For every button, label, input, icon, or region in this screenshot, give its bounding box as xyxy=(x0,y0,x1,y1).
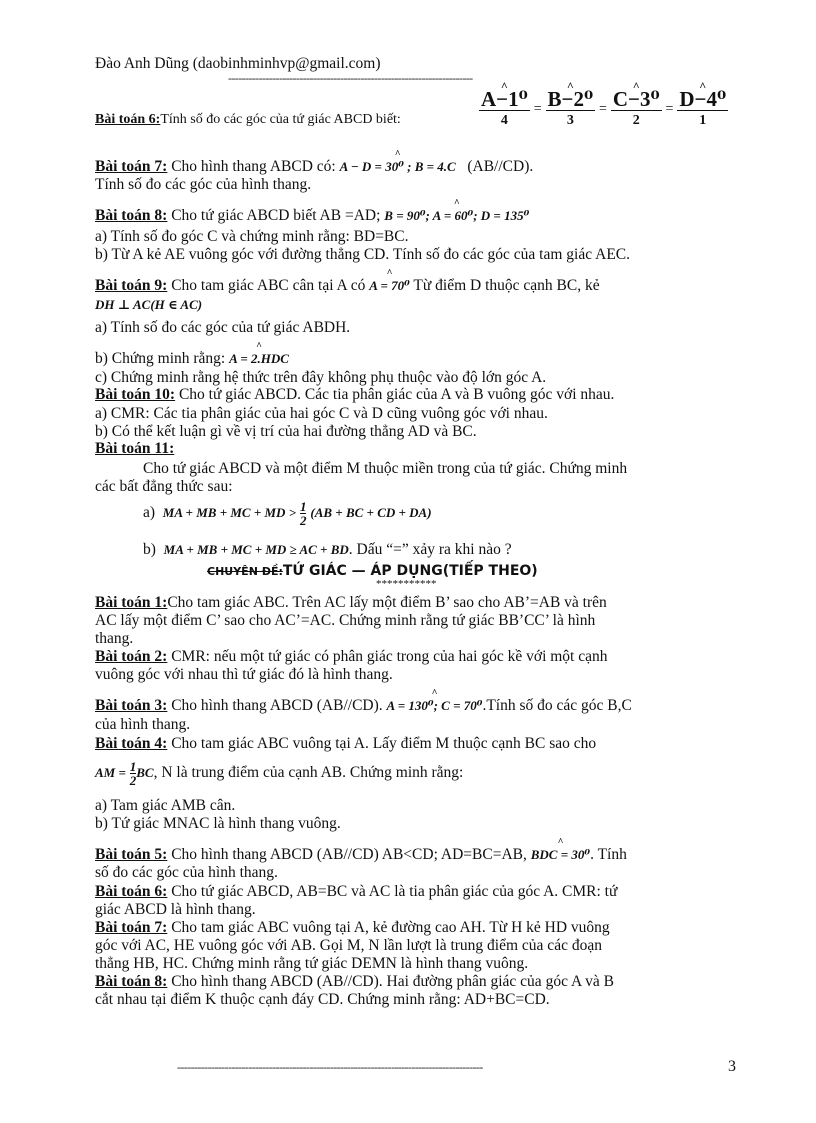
chapter-heading: CHUYÊN ĐỀ:TỨ GIÁC — ÁP DỤNG(TIẾP THEO) xyxy=(207,563,538,579)
problem-title: Bài toán 9: xyxy=(95,277,168,294)
q4-b: b) Tứ giác MNAC là hình thang vuông. xyxy=(95,815,341,832)
q8-line2: cắt nhau tại điểm K thuộc cạnh đáy CD. Chứng minh rằng: AD+BC=CD. xyxy=(95,991,550,1008)
problem-9-a: a) Tính số đo các góc của tứ giác ABDH. xyxy=(95,319,351,336)
problem-9-c: c) Chứng minh rằng hệ thức trên đây không phụ thuộc vào độ lớn góc A. xyxy=(95,369,547,386)
fraction-a: ^ $\frac{\text{A−1⁰}}{4}$ xyxy=(479,88,530,131)
problem-title: Bài toán 6: xyxy=(95,112,161,127)
q7: Bài toán 7: Cho tam giác ABC vuông tại A, kẻ đường cao AH. Từ H kẻ HD vuông xyxy=(95,919,610,936)
q7-line2: góc với AC, HE vuông góc với AB. Gọi M, N lần lượt là trung điểm của các đoạn xyxy=(95,937,602,954)
q1-line2: AC lấy một điểm C’ sao cho AC’=AC. Chứng minh rằng tứ giác BB’CC’ là hình xyxy=(95,612,596,629)
problem-9-condition: ^ A = 70⁰ xyxy=(369,277,410,294)
q3-line2: của hình thang. xyxy=(95,716,191,733)
page-number: 3 xyxy=(728,1058,736,1075)
problem-text: Tính số đo các góc của tứ giác ABCD biết: xyxy=(160,112,401,127)
q4-a: a) Tam giác AMB cân. xyxy=(95,797,236,814)
problem-10-a: a) CMR: Các tia phân giác của hai góc C và D cũng vuông góc với nhau. xyxy=(95,405,548,422)
q8: Bài toán 8: Cho hình thang ABCD (AB//CD). Hai đường phân giác của góc A và B xyxy=(95,973,615,990)
problem-7-line2: Tính số đo các góc của hình thang. xyxy=(95,176,312,193)
problem-11-intro: Cho tứ giác ABCD và một điểm M thuộc miền trong của tứ giác. Chứng minh xyxy=(143,460,628,477)
problem-9-dh: DH ⊥ AC(H ∈ AC) xyxy=(95,297,203,312)
problem-title: Bài toán 11: xyxy=(95,440,175,457)
problem-9: Bài toán 9: Cho tam giác ABC cân tại A có ^ A = 70⁰ Từ điểm D thuộc cạnh BC, kẻ xyxy=(95,277,600,294)
problem-8-b: b) Từ A kẻ AE vuông góc với đường thẳng CD. Tính số đo các góc của tam giác AEC. xyxy=(95,246,630,263)
problem-9-b: b) Chứng minh rằng: ^ A = 2.HDC xyxy=(95,350,289,367)
problem-title: Bài toán 7: xyxy=(95,919,168,936)
problem-6-equation: ^ $\frac{\text{A−1⁰}}{4}$ = ^ $\frac{\text{B−2⁰}}{3}$ = ^ $\frac{\text{C−3⁰}}{2}$ = ^ $\frac{\text{D−4⁰}}{1}$ xyxy=(479,88,728,131)
q6: Bài toán 6: Cho tứ giác ABCD, AB=BC và AC là tia phân giác của góc A. CMR: tứ xyxy=(95,883,618,900)
q1-line3: thang. xyxy=(95,630,134,647)
q3-condition: ^ A = 130⁰; C = 70⁰ xyxy=(387,697,483,714)
q6-line2: giác ABCD là hình thang. xyxy=(95,901,256,918)
q5-line2: số đo các góc của hình thang. xyxy=(95,864,278,881)
q4-line2: AM = $\frac{1}{2}$ BC, N là trung điểm của cạnh AB. Chứng minh rằng: xyxy=(95,759,464,788)
q4: Bài toán 4: Cho tam giác ABC vuông tại A. Lấy điểm M thuộc cạnh BC sao cho xyxy=(95,735,597,752)
problem-6 xyxy=(95,111,401,128)
footer-separator: ------------------------------------------------------------------------------------------ xyxy=(177,1060,483,1074)
problem-8-a: a) Tính số đo góc C và chứng minh rằng: BD=BC. xyxy=(95,228,409,245)
problem-11-b: b) MA + MB + MC + MD ≥ AC + BD. Dấu “=” xảy ra khi nào ? xyxy=(143,541,512,558)
problem-7-condition: ^ A − D = 30⁰ ; B = 4.C xyxy=(340,158,456,175)
q3: Bài toán 3: Cho hình thang ABCD (AB//CD). ^ A = 130⁰; C = 70⁰.Tính số đo các góc B,C xyxy=(95,697,632,714)
problem-8-condition: ^ B = 90⁰; A = 60⁰; D = 135⁰ xyxy=(384,207,529,224)
header-separator: ------------------------------------------------------------------------ xyxy=(228,71,473,85)
problem-11-a: a) MA + MB + MC + MD > $\frac{1}{2}$ (AB + BC + CD + DA) xyxy=(143,499,432,528)
problem-title: Bài toán 3: xyxy=(95,697,168,714)
problem-10: Bài toán 10: Cho tứ giác ABCD. Các tia phân giác của A và B vuông góc với nhau. xyxy=(95,386,615,403)
q5-condition: ^ BDC = 30⁰ xyxy=(531,846,590,863)
q2: Bài toán 2: CMR: nếu một tứ giác có phân giác trong của hai góc kề với một cạnh xyxy=(95,648,608,665)
problem-8: Bài toán 8: Cho tứ giác ABCD biết AB =AD; ^ B = 90⁰; A = 60⁰; D = 135⁰ xyxy=(95,207,529,224)
problem-title: Bài toán 10: xyxy=(95,386,176,403)
problem-title: Bài toán 5: xyxy=(95,846,168,863)
problem-title: Bài toán 4: xyxy=(95,735,168,752)
problem-title: Bài toán 8: xyxy=(95,973,168,990)
q1: Bài toán 1:Cho tam giác ABC. Trên AC lấy một điểm B’ sao cho AB’=AB và trên xyxy=(95,594,607,611)
fraction-d: ^ $\frac{\text{D−4⁰}}{1}$ xyxy=(677,88,728,131)
problem-title: Bài toán 6: xyxy=(95,883,168,900)
problem-title: Bài toán 7: xyxy=(95,158,168,175)
problem-11 xyxy=(95,440,174,457)
q7-line3: thẳng HB, HC. Chứng minh rằng tứ giác DEMN là hình thang vuông. xyxy=(95,955,529,972)
problem-title: Bài toán 8: xyxy=(95,207,168,224)
problem-7: Bài toán 7: Cho hình thang ABCD có: ^ A − D = 30⁰ ; B = 4.C (AB//CD). xyxy=(95,158,533,175)
fraction-b: ^ $\frac{\text{B−2⁰}}{3}$ xyxy=(546,88,596,131)
q5: Bài toán 5: Cho hình thang ABCD (AB//CD) AB<CD; AD=BC=AB, ^ BDC = 30⁰. Tính xyxy=(95,846,627,863)
problem-10-b: b) Có thể kết luận gì về vị trí của hai đường thẳng AD và BC. xyxy=(95,423,477,440)
q2-line2: vuông góc với nhau thì tứ giác đó là hình thang. xyxy=(95,666,393,683)
fraction-c: ^ $\frac{\text{C−3⁰}}{2}$ xyxy=(611,88,662,131)
problem-title: Bài toán 1: xyxy=(95,594,168,611)
chapter-stars: *********** xyxy=(376,578,437,590)
problem-title: Bài toán 2: xyxy=(95,648,168,665)
problem-11-intro2: các bất đẳng thức sau: xyxy=(95,478,233,495)
author-line: Đào Anh Dũng (daobinhminhvp@gmail.com) xyxy=(95,55,381,72)
